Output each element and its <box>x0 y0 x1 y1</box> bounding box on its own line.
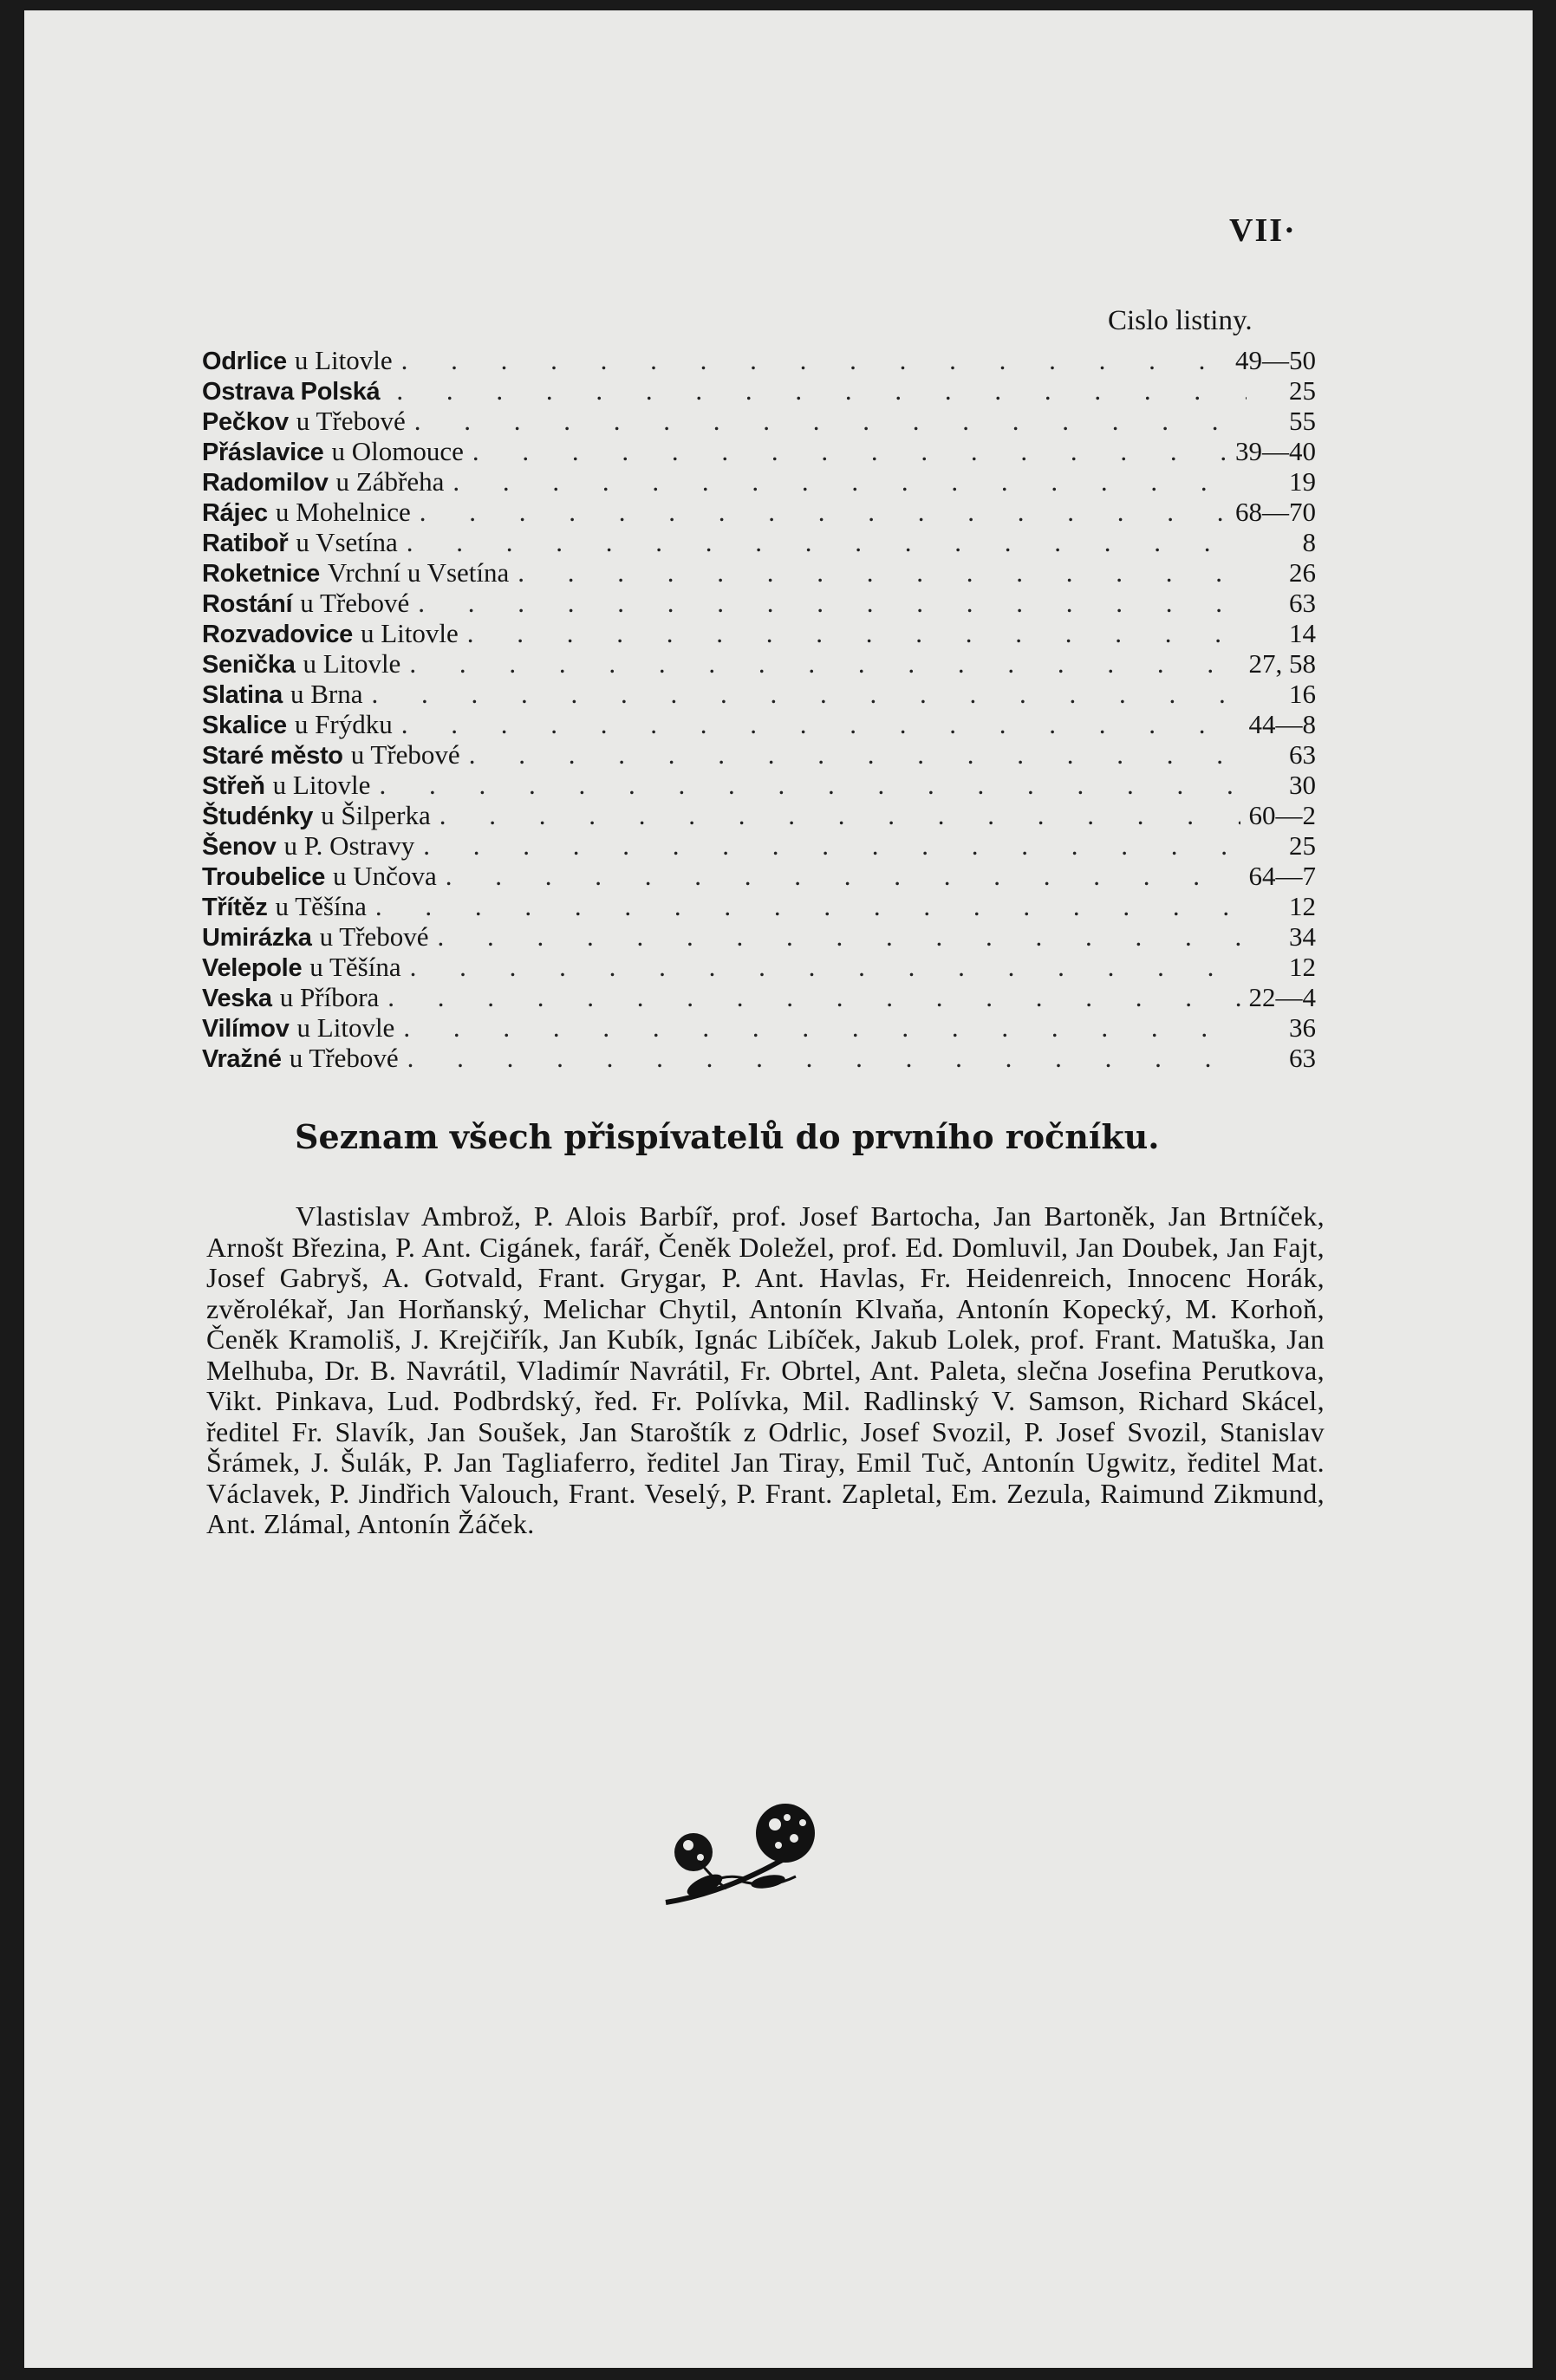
place-location: u Litovle <box>272 770 371 800</box>
dot-leader <box>372 679 1247 709</box>
place-name: Rozvadovice <box>202 621 353 648</box>
dot-leader <box>403 1012 1247 1043</box>
dot-leader <box>518 557 1247 588</box>
place-location: u Litovle <box>296 1012 395 1043</box>
place-name: Rostání <box>202 590 293 618</box>
place-row <box>202 527 1316 557</box>
place-location: u Třebové <box>296 406 406 436</box>
dot-leader <box>379 770 1247 800</box>
place-location: u Mohelnice <box>275 497 411 527</box>
place-name: Senička <box>202 651 296 679</box>
place-row <box>202 982 1316 1012</box>
list-number: 60—2 <box>1248 800 1316 830</box>
place-location: u Frýdku <box>294 709 393 739</box>
place-name: Radomilov <box>202 469 329 497</box>
place-location: u Těšína <box>309 952 401 982</box>
list-number: 25 <box>1289 830 1316 861</box>
place-row <box>202 679 1316 709</box>
place-location: u Šilperka <box>321 800 431 830</box>
list-number: 34 <box>1289 921 1316 952</box>
place-name: Střeň <box>202 772 265 800</box>
place-name: Šenov <box>202 833 277 861</box>
list-number: 8 <box>1302 527 1316 557</box>
place-name: Skalice <box>202 712 287 739</box>
dot-leader <box>387 982 1240 1012</box>
place-row <box>202 709 1316 739</box>
contributors-paragraph: Vlastislav Ambrož, P. Alois Barbíř, prof. Josef Bartocha, Jan Bartoněk, Jan Brtníček, Arnošt Březina, P. Ant. Cigánek, farář, Čeněk Doležel, prof. Ed. Domluvil, Jan Doubek, Jan Fajt, Josef Gabryš, A. Gotvald, Frant. Grygar, P. Ant. Havlas, Fr. Heidenreich, Innocenc Horák, zvěrolékař, Jan Horňanský, Melichar Chytil, Antonín Klvaňa, Antonín Kopecký, M. Korhoň, Čeněk Kramoliš, J. Krejčiřík, Jan Kubík, Ignác Libíček, Jakub Lolek, prof. Frant. Matuška, Jan Melhuba, Dr. B. Navrátil, Vladimír Navrátil, Fr. Obrtel, Ant. Paleta, slečna Josefina Perutkova, Vikt. Pinkava, Lud. Podbrdský, řed. Fr. Polívka, Mil. Radlinský V. Samson, Richard Skácel, ředitel Fr. Slavík, Jan Soušek, Jan Staroštík z Odrlic, Josef Svozil, P. Josef Svozil, Stanislav Šrámek, J. Šulák, P. Jan Tagliaferro, ředitel Jan Tiray, Emil Tuč, Antonín Ugwitz, ředitel Mat. Václavek, P. Jindřich Valouch, Frant. Veselý, P. Frant. Zapletal, Em. Zezula, Raimund Zikmund, Ant. Zlámal, Antonín Žáček. <box>206 1200 1325 1539</box>
place-name: Vilímov <box>202 1015 290 1043</box>
place-row <box>202 1012 1316 1043</box>
place-location: u Třebové <box>289 1043 399 1073</box>
place-location: u Brna <box>290 679 363 709</box>
list-number: 44—8 <box>1248 709 1316 739</box>
dot-leader <box>407 1043 1247 1073</box>
dot-leader <box>469 739 1247 770</box>
dot-leader <box>418 588 1247 618</box>
dot-leader <box>401 345 1227 375</box>
place-location: u Unčova <box>333 861 437 891</box>
place-row <box>202 406 1316 436</box>
place-location: u P. Ostravy <box>283 830 415 861</box>
dot-leader <box>438 921 1247 952</box>
place-name: Veska <box>202 985 272 1012</box>
place-name: Pečkov <box>202 408 289 436</box>
dot-leader <box>467 618 1247 648</box>
dot-leader <box>414 406 1247 436</box>
place-name: Slatina <box>202 681 283 709</box>
list-number: 63 <box>1289 739 1316 770</box>
dot-leader <box>396 375 1247 406</box>
place-name: Velepole <box>202 954 303 982</box>
list-number: 36 <box>1289 1012 1316 1043</box>
place-row <box>202 861 1316 891</box>
place-row <box>202 345 1316 375</box>
place-row <box>202 466 1316 497</box>
place-name: Třítěz <box>202 894 268 921</box>
place-row <box>202 891 1316 921</box>
list-number: 26 <box>1289 557 1316 588</box>
place-name: Roketnice <box>202 560 320 588</box>
list-number: 55 <box>1289 406 1316 436</box>
list-number: 22—4 <box>1248 982 1316 1012</box>
place-location: u Litovle <box>294 345 393 375</box>
dot-leader <box>375 891 1247 921</box>
dot-leader <box>446 861 1240 891</box>
place-location: u Olomouce <box>331 436 464 466</box>
place-name: Troubelice <box>202 863 326 891</box>
list-number: 19 <box>1289 466 1316 497</box>
place-row <box>202 830 1316 861</box>
floral-ornament-icon <box>657 1792 839 1930</box>
place-name: Študénky <box>202 803 314 830</box>
place-row <box>202 921 1316 952</box>
place-row <box>202 952 1316 982</box>
list-number: 63 <box>1289 1043 1316 1073</box>
place-row <box>202 800 1316 830</box>
list-number: 68—70 <box>1235 497 1316 527</box>
place-location: u Vsetína <box>296 527 398 557</box>
place-row <box>202 770 1316 800</box>
dot-leader <box>407 527 1247 557</box>
list-number: 49—50 <box>1235 345 1316 375</box>
dot-leader <box>420 497 1227 527</box>
place-location: u Příbora <box>279 982 380 1012</box>
dot-leader <box>409 648 1240 679</box>
place-name: Přáslavice <box>202 439 324 466</box>
list-number: 27, 58 <box>1248 648 1316 679</box>
place-row <box>202 557 1316 588</box>
dot-leader <box>401 709 1240 739</box>
list-number: 16 <box>1289 679 1316 709</box>
list-number: 64—7 <box>1248 861 1316 891</box>
place-row <box>202 436 1316 466</box>
place-name: Vražné <box>202 1045 282 1073</box>
place-row <box>202 739 1316 770</box>
place-location: u Třebové <box>300 588 410 618</box>
list-number: 25 <box>1289 375 1316 406</box>
place-location: u Litovle <box>303 648 401 679</box>
list-number: 30 <box>1289 770 1316 800</box>
place-row <box>202 1043 1316 1073</box>
list-number-header: Cislo listiny. <box>1108 305 1253 336</box>
section-title: Seznam všech přispívatelů do prvního ročníku. <box>295 1117 1160 1156</box>
book-page <box>24 10 1533 2368</box>
list-number: 63 <box>1289 588 1316 618</box>
place-name: Ostrava Polská <box>202 378 381 406</box>
place-row <box>202 618 1316 648</box>
place-name: Odrlice <box>202 348 287 375</box>
place-name: Staré město <box>202 742 343 770</box>
place-row <box>202 375 1316 406</box>
dot-leader <box>410 952 1247 982</box>
page-number: VII· <box>1229 212 1297 249</box>
list-number: 12 <box>1289 952 1316 982</box>
place-location: u Třebové <box>319 921 429 952</box>
list-number: 39—40 <box>1235 436 1316 466</box>
place-row <box>202 588 1316 618</box>
place-row <box>202 497 1316 527</box>
place-location: u Litovle <box>361 618 459 648</box>
dot-leader <box>439 800 1240 830</box>
place-row <box>202 648 1316 679</box>
place-index-list <box>202 345 1316 1073</box>
place-name: Rájec <box>202 499 268 527</box>
list-number: 14 <box>1289 618 1316 648</box>
place-name: Ratiboř <box>202 530 289 557</box>
dot-leader <box>472 436 1227 466</box>
dot-leader <box>452 466 1247 497</box>
place-location: u Třebové <box>350 739 460 770</box>
place-location: u Zábřeha <box>335 466 445 497</box>
place-location: u Těšína <box>275 891 367 921</box>
list-number: 12 <box>1289 891 1316 921</box>
place-location: Vrchní u Vsetína <box>327 557 510 588</box>
dot-leader <box>423 830 1247 861</box>
place-name: Umirázka <box>202 924 312 952</box>
